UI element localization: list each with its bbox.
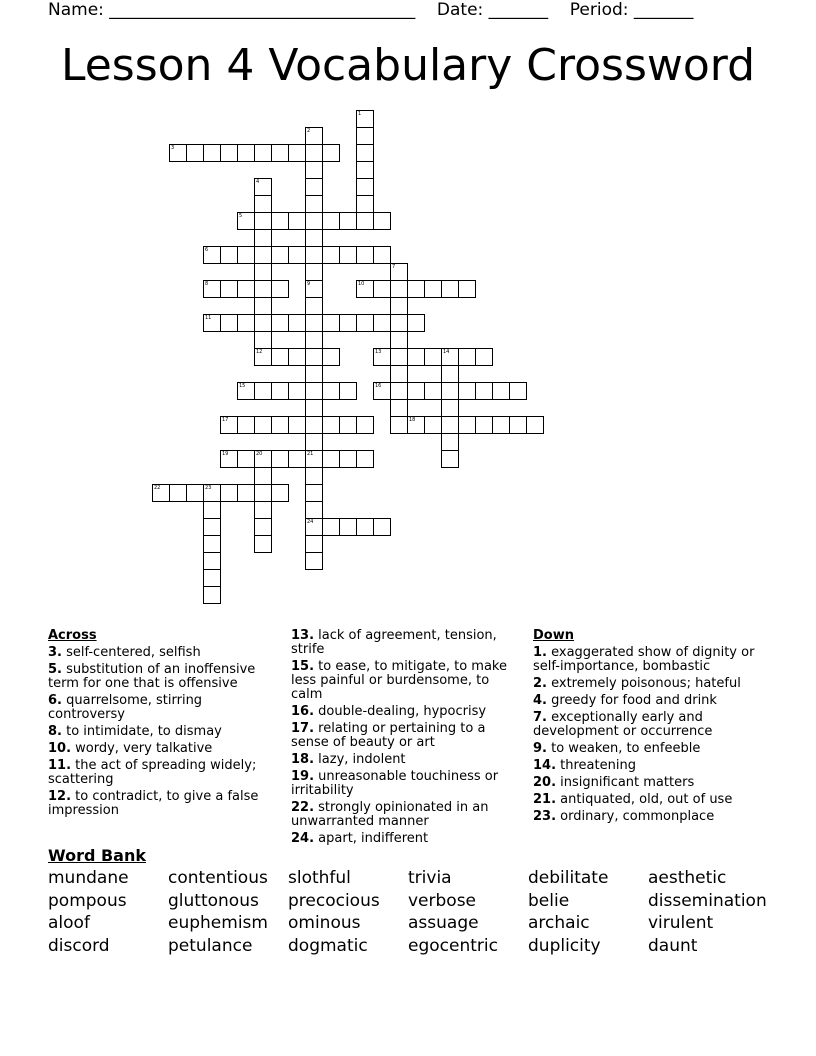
word-bank-word: contentious — [168, 868, 268, 888]
word-bank-word: gluttonous — [168, 890, 259, 911]
grid-cell[interactable] — [305, 484, 323, 502]
grid-cell[interactable] — [356, 178, 374, 196]
grid-cell[interactable] — [322, 348, 340, 366]
grid-cell[interactable] — [254, 297, 272, 315]
grid-cell[interactable] — [271, 382, 289, 400]
across-clues-col2 — [291, 629, 523, 849]
grid-cell[interactable] — [152, 484, 170, 502]
grid-cell[interactable] — [322, 416, 340, 434]
clue-text: exaggerated show of dignity or self-importance, bombastic — [533, 645, 755, 674]
clue-num: 2. — [533, 676, 547, 691]
word-bank-word: egocentric — [408, 935, 498, 956]
grid-cell[interactable] — [169, 144, 187, 162]
grid-cell[interactable] — [373, 246, 391, 264]
clue-item — [48, 790, 273, 818]
word-bank-word: aesthetic — [648, 868, 727, 888]
clue-number: 23 — [205, 485, 212, 491]
grid-cell[interactable] — [339, 382, 357, 400]
grid-cell[interactable] — [254, 280, 272, 298]
grid-cell[interactable] — [288, 348, 306, 366]
clue-item — [48, 663, 273, 691]
grid-cell[interactable] — [305, 178, 323, 196]
grid-cell[interactable] — [322, 382, 340, 400]
clue-item — [48, 725, 273, 739]
grid-cell[interactable] — [492, 382, 510, 400]
grid-cell[interactable] — [254, 246, 272, 264]
grid-cell[interactable] — [458, 280, 476, 298]
grid-cell[interactable] — [305, 399, 323, 417]
clue-num: 19. — [291, 769, 315, 784]
grid-cell[interactable] — [356, 127, 374, 145]
clue-number: 22 — [154, 485, 161, 491]
grid-cell[interactable] — [237, 280, 255, 298]
grid-cell[interactable] — [305, 433, 323, 451]
clue-num: 23. — [533, 809, 557, 824]
word-bank-word: euphemism — [168, 913, 268, 933]
word-bank-word: trivia — [408, 868, 452, 888]
clue-item — [291, 629, 523, 657]
grid-cell[interactable] — [203, 484, 221, 502]
word-bank-word: verbose — [408, 890, 477, 911]
word-bank-word: assuage — [408, 913, 479, 933]
clue-item — [533, 711, 765, 739]
clue-text: greedy for food and drink — [546, 693, 717, 708]
grid-cell[interactable] — [441, 416, 459, 434]
clue-text: lack of agreement, tension, strife — [291, 628, 497, 657]
clue-num: 13. — [291, 628, 315, 643]
grid-cell[interactable] — [305, 416, 323, 434]
clue-number: 21 — [307, 451, 314, 457]
grid-cell[interactable] — [186, 144, 204, 162]
grid-cell[interactable] — [356, 195, 374, 213]
grid-cell[interactable] — [305, 144, 323, 162]
clue-number: 11 — [205, 315, 212, 321]
grid-cell[interactable] — [424, 416, 442, 434]
word-bank-word: mundane — [48, 868, 129, 888]
grid-cell[interactable] — [305, 229, 323, 247]
grid-cell[interactable] — [441, 280, 459, 298]
clue-item — [533, 759, 765, 773]
clue-num: 5. — [48, 662, 62, 677]
grid-cell[interactable] — [390, 263, 408, 281]
grid-cell[interactable] — [305, 212, 323, 230]
grid-cell[interactable] — [322, 518, 340, 536]
grid-cell[interactable] — [254, 467, 272, 485]
clue-num: 17. — [291, 721, 315, 736]
clue-item — [291, 832, 523, 846]
clue-item — [48, 759, 273, 787]
clue-text: ordinary, commonplace — [556, 809, 715, 824]
clue-item — [291, 722, 523, 750]
clue-item — [48, 694, 273, 722]
word-bank-title: Word Bank — [48, 846, 147, 865]
grid-cell[interactable] — [322, 212, 340, 230]
clue-item — [291, 753, 523, 767]
grid-cell[interactable] — [390, 348, 408, 366]
clue-num: 8. — [48, 724, 62, 739]
clue-number: 19 — [222, 451, 229, 457]
word-bank-word: pompous — [48, 890, 127, 911]
grid-cell[interactable] — [441, 433, 459, 451]
grid-cell[interactable] — [254, 229, 272, 247]
grid-cell[interactable] — [475, 382, 493, 400]
grid-cell[interactable] — [220, 280, 238, 298]
grid-cell[interactable] — [254, 263, 272, 281]
clue-number: 12 — [256, 349, 263, 355]
grid-cell[interactable] — [237, 450, 255, 468]
clue-number: 17 — [222, 417, 229, 423]
clue-text: strongly opinionated in an unwarranted manner — [291, 800, 489, 829]
clue-item — [291, 770, 523, 798]
grid-cell[interactable] — [305, 382, 323, 400]
word-bank-word: ominous — [288, 913, 361, 933]
clue-text: extremely poisonous; hateful — [546, 676, 741, 691]
word-bank-word: daunt — [648, 935, 698, 956]
grid-cell[interactable] — [305, 501, 323, 519]
grid-cell[interactable] — [390, 365, 408, 383]
grid-cell[interactable] — [373, 212, 391, 230]
grid-cell[interactable] — [271, 144, 289, 162]
clue-num: 14. — [533, 758, 557, 773]
grid-cell[interactable] — [441, 365, 459, 383]
grid-cell[interactable] — [305, 348, 323, 366]
grid-cell[interactable] — [220, 144, 238, 162]
page-title: Lesson 4 Vocabulary Crossword — [60, 40, 756, 91]
grid-cell[interactable] — [356, 212, 374, 230]
grid-cell[interactable] — [407, 382, 425, 400]
word-bank-word: virulent — [648, 913, 714, 933]
grid-cell[interactable] — [424, 348, 442, 366]
clue-num: 21. — [533, 792, 557, 807]
word-bank-word: dissemination — [648, 890, 767, 911]
down-heading: Down — [533, 628, 574, 643]
grid-cell[interactable] — [220, 484, 238, 502]
grid-cell[interactable] — [237, 314, 255, 332]
grid-cell[interactable] — [339, 246, 357, 264]
grid-cell[interactable] — [390, 382, 408, 400]
clue-number: 4 — [256, 179, 260, 185]
word-bank-word: discord — [48, 935, 110, 956]
grid-cell[interactable] — [356, 416, 374, 434]
grid-cell[interactable] — [203, 246, 221, 264]
grid-cell[interactable] — [254, 450, 272, 468]
clue-num: 9. — [533, 741, 547, 756]
grid-cell[interactable] — [271, 348, 289, 366]
grid-cell[interactable] — [203, 535, 221, 553]
grid-cell[interactable] — [271, 280, 289, 298]
grid-cell[interactable] — [509, 416, 527, 434]
grid-cell[interactable] — [220, 246, 238, 264]
clue-text: quarrelsome, stirring controversy — [48, 693, 203, 722]
grid-cell[interactable] — [220, 416, 238, 434]
grid-cell[interactable] — [271, 450, 289, 468]
word-bank-word: dogmatic — [288, 935, 368, 956]
across-clues-col1 — [48, 629, 273, 821]
grid-cell[interactable] — [203, 569, 221, 587]
grid-cell[interactable] — [305, 552, 323, 570]
grid-cell[interactable] — [305, 161, 323, 179]
grid-cell[interactable] — [509, 382, 527, 400]
name-date-period-line: Name: ____________________________________ Date: _______ Period: _______ — [48, 0, 694, 20]
word-bank-word: aloof — [48, 913, 90, 933]
clue-number: 7 — [392, 264, 396, 270]
clue-text: exceptionally early and development or occurrence — [533, 710, 713, 739]
clue-item — [533, 742, 765, 756]
grid-cell[interactable] — [407, 348, 425, 366]
grid-cell[interactable] — [356, 246, 374, 264]
grid-cell[interactable] — [339, 518, 357, 536]
grid-cell[interactable] — [390, 280, 408, 298]
down-clues — [533, 629, 765, 827]
grid-cell[interactable] — [203, 314, 221, 332]
grid-cell[interactable] — [305, 518, 323, 536]
grid-cell[interactable] — [305, 195, 323, 213]
grid-cell[interactable] — [407, 314, 425, 332]
clue-number: 5 — [239, 213, 243, 219]
clue-text: unreasonable touchiness or irritability — [291, 769, 499, 798]
grid-cell[interactable] — [407, 280, 425, 298]
clue-number: 2 — [307, 128, 311, 134]
grid-cell[interactable] — [458, 416, 476, 434]
grid-cell[interactable] — [373, 382, 391, 400]
grid-cell[interactable] — [390, 416, 408, 434]
grid-cell[interactable] — [356, 314, 374, 332]
grid-cell[interactable] — [237, 212, 255, 230]
grid-cell[interactable] — [254, 382, 272, 400]
grid-cell[interactable] — [203, 518, 221, 536]
grid-cell[interactable] — [339, 416, 357, 434]
across-heading: Across — [48, 628, 97, 643]
clue-number: 16 — [375, 383, 382, 389]
clue-item — [291, 705, 523, 719]
grid-cell[interactable] — [475, 348, 493, 366]
grid-cell[interactable] — [271, 416, 289, 434]
grid-cell[interactable] — [237, 484, 255, 502]
grid-cell[interactable] — [288, 212, 306, 230]
clue-text: to intimidate, to dismay — [61, 724, 222, 739]
grid-cell[interactable] — [305, 467, 323, 485]
grid-cell[interactable] — [288, 382, 306, 400]
clue-item — [533, 646, 765, 674]
clue-num: 15. — [291, 659, 315, 674]
clue-num: 16. — [291, 704, 315, 719]
clue-num: 22. — [291, 800, 315, 815]
grid-cell[interactable] — [322, 450, 340, 468]
clue-number: 15 — [239, 383, 246, 389]
clue-number: 3 — [171, 145, 175, 151]
grid-cell[interactable] — [475, 416, 493, 434]
grid-cell[interactable] — [271, 314, 289, 332]
grid-cell[interactable] — [441, 348, 459, 366]
grid-cell[interactable] — [356, 450, 374, 468]
grid-cell[interactable] — [526, 416, 544, 434]
clue-text: relating or pertaining to a sense of beauty or art — [291, 721, 486, 750]
grid-cell[interactable] — [305, 365, 323, 383]
word-bank-word: duplicity — [528, 935, 601, 956]
clue-text: to ease, to mitigate, to make less painful or burdensome, to calm — [291, 659, 507, 702]
grid-cell[interactable] — [254, 518, 272, 536]
grid-cell[interactable] — [237, 246, 255, 264]
clue-text: insignificant matters — [556, 775, 695, 790]
clue-text: to contradict, to give a false impression — [48, 789, 259, 818]
clue-number: 9 — [307, 281, 311, 287]
grid-cell[interactable] — [288, 246, 306, 264]
grid-cell[interactable] — [458, 382, 476, 400]
clue-num: 3. — [48, 645, 62, 660]
grid-cell[interactable] — [373, 518, 391, 536]
grid-cell[interactable] — [203, 144, 221, 162]
grid-cell[interactable] — [356, 280, 374, 298]
grid-cell[interactable] — [203, 280, 221, 298]
clue-number: 13 — [375, 349, 382, 355]
grid-cell[interactable] — [288, 416, 306, 434]
grid-cell[interactable] — [339, 450, 357, 468]
clue-text: self-centered, selfish — [61, 645, 201, 660]
grid-cell[interactable] — [288, 144, 306, 162]
word-bank-word: petulance — [168, 935, 253, 956]
grid-cell[interactable] — [203, 586, 221, 604]
grid-cell[interactable] — [441, 450, 459, 468]
grid-cell[interactable] — [305, 450, 323, 468]
word-bank-word: slothful — [288, 868, 351, 888]
clue-number: 1 — [358, 111, 362, 117]
clue-item — [533, 810, 765, 824]
word-bank-word: archaic — [528, 913, 590, 933]
grid-cell[interactable] — [356, 161, 374, 179]
grid-cell[interactable] — [305, 246, 323, 264]
clue-text: wordy, very talkative — [71, 741, 213, 756]
clue-text: lazy, indolent — [314, 752, 406, 767]
grid-cell[interactable] — [339, 314, 357, 332]
clue-num: 12. — [48, 789, 72, 804]
clue-item — [533, 793, 765, 807]
grid-cell[interactable] — [254, 484, 272, 502]
grid-cell[interactable] — [390, 314, 408, 332]
clue-text: substitution of an inoffensive term for one that is offensive — [48, 662, 256, 691]
grid-cell[interactable] — [254, 416, 272, 434]
grid-cell[interactable] — [305, 127, 323, 145]
grid-cell[interactable] — [237, 416, 255, 434]
clue-text: threatening — [556, 758, 636, 773]
grid-cell[interactable] — [322, 144, 340, 162]
clue-item — [533, 677, 765, 691]
grid-cell[interactable] — [492, 416, 510, 434]
clue-item — [291, 660, 523, 702]
grid-cell[interactable] — [441, 399, 459, 417]
grid-cell[interactable] — [356, 518, 374, 536]
clue-item — [48, 646, 273, 660]
grid-cell[interactable] — [322, 246, 340, 264]
grid-cell[interactable] — [305, 280, 323, 298]
clue-num: 11. — [48, 758, 72, 773]
word-bank-word: debilitate — [528, 868, 609, 888]
clue-number: 10 — [358, 281, 365, 287]
clue-num: 4. — [533, 693, 547, 708]
clue-text: double-dealing, hypocrisy — [314, 704, 487, 719]
clue-number: 24 — [307, 519, 314, 525]
grid-cell[interactable] — [254, 212, 272, 230]
clue-number: 6 — [205, 247, 209, 253]
grid-cell[interactable] — [373, 348, 391, 366]
grid-cell[interactable] — [254, 178, 272, 196]
grid-cell[interactable] — [373, 314, 391, 332]
grid-cell[interactable] — [237, 382, 255, 400]
clue-num: 18. — [291, 752, 315, 767]
grid-cell[interactable] — [288, 450, 306, 468]
grid-cell[interactable] — [186, 484, 204, 502]
clue-item — [533, 694, 765, 708]
grid-cell[interactable] — [254, 144, 272, 162]
grid-cell[interactable] — [288, 314, 306, 332]
grid-cell[interactable] — [424, 280, 442, 298]
grid-cell[interactable] — [237, 144, 255, 162]
grid-cell[interactable] — [271, 246, 289, 264]
grid-cell[interactable] — [356, 144, 374, 162]
grid-cell[interactable] — [305, 314, 323, 332]
grid-cell[interactable] — [305, 263, 323, 281]
clue-number: 18 — [409, 417, 416, 423]
grid-cell[interactable] — [254, 314, 272, 332]
grid-cell[interactable] — [203, 552, 221, 570]
grid-cell[interactable] — [339, 212, 357, 230]
grid-cell[interactable] — [220, 314, 238, 332]
grid-cell[interactable] — [254, 331, 272, 349]
grid-cell[interactable] — [441, 382, 459, 400]
clue-number: 14 — [443, 349, 450, 355]
clue-item — [48, 742, 273, 756]
grid-cell[interactable] — [424, 382, 442, 400]
grid-cell[interactable] — [203, 501, 221, 519]
grid-cell[interactable] — [390, 399, 408, 417]
grid-cell[interactable] — [373, 280, 391, 298]
clue-text: the act of spreading widely; scattering — [48, 758, 257, 787]
clue-text: to weaken, to enfeeble — [546, 741, 701, 756]
grid-cell[interactable] — [407, 416, 425, 434]
clue-num: 1. — [533, 645, 547, 660]
grid-cell[interactable] — [254, 501, 272, 519]
grid-cell[interactable] — [458, 348, 476, 366]
grid-cell[interactable] — [271, 212, 289, 230]
clue-num: 7. — [533, 710, 547, 725]
grid-cell[interactable] — [254, 348, 272, 366]
grid-cell[interactable] — [356, 110, 374, 128]
grid-cell[interactable] — [390, 297, 408, 315]
clue-text: antiquated, old, out of use — [556, 792, 733, 807]
grid-cell[interactable] — [305, 331, 323, 349]
clue-num: 24. — [291, 831, 315, 846]
grid-cell[interactable] — [305, 535, 323, 553]
grid-cell[interactable] — [254, 195, 272, 213]
clue-num: 6. — [48, 693, 62, 708]
grid-cell[interactable] — [271, 484, 289, 502]
grid-cell[interactable] — [254, 535, 272, 553]
grid-cell[interactable] — [322, 314, 340, 332]
grid-cell[interactable] — [169, 484, 187, 502]
clue-num: 10. — [48, 741, 72, 756]
grid-cell[interactable] — [305, 297, 323, 315]
word-bank-word: belie — [528, 890, 570, 911]
grid-cell[interactable] — [390, 331, 408, 349]
word-bank-word: precocious — [288, 890, 380, 911]
clue-text: apart, indifferent — [314, 831, 429, 846]
clue-num: 20. — [533, 775, 557, 790]
clue-item — [533, 776, 765, 790]
clue-number: 8 — [205, 281, 209, 287]
clue-item — [291, 801, 523, 829]
clue-number: 20 — [256, 451, 263, 457]
grid-cell[interactable] — [220, 450, 238, 468]
